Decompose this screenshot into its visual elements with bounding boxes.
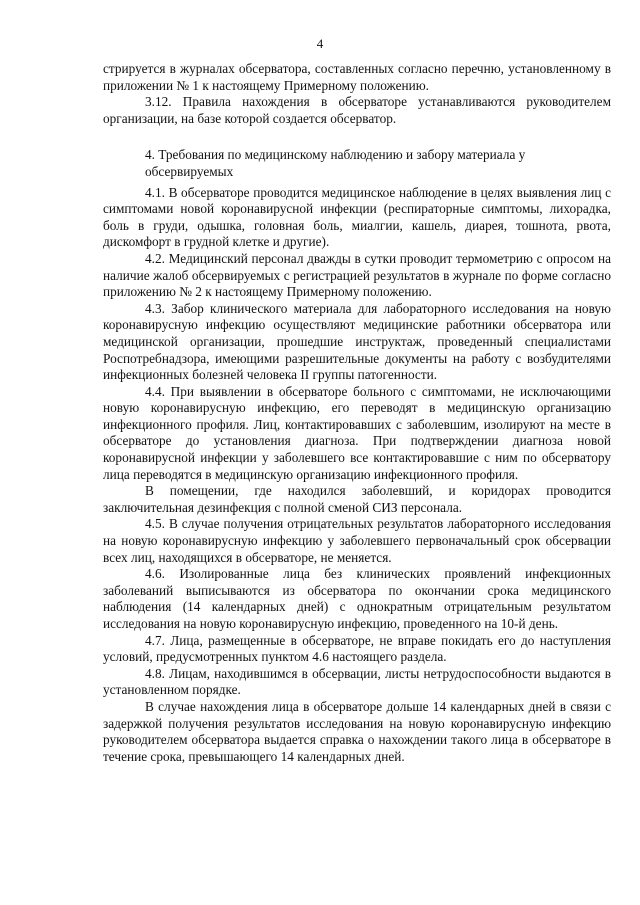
document-body: [103, 61, 611, 765]
paragraph-3-12: 3.12. Правила нахождения в обсерваторе устанавливаются руководителем организации, на базе которой создается обсерватор.: [103, 94, 611, 126]
paragraph-4-6: 4.6. Изолированные лица без клинических проявлений инфекционных заболеваний выписываются из обсерватора по окончании срока медицинского наблюдения (14 календарных дней) с однократным отрицательным результатом исследования на новую коронавирусную инфекцию, проведенного на 10-й день.: [103, 566, 611, 631]
paragraph-4-8: 4.8. Лицам, находившимся в обсервации, листы нетрудоспособности выдаются в установленном порядке.: [103, 665, 611, 698]
paragraph-4-8-certificate: В случае нахождения лица в обсерваторе дольше 14 календарных дней в связи с задержкой получения результатов исследования на новую коронавирусную инфекцию руководителем обсерватора выдается справка о нахождении такого лица в обсерваторе в течение срока, превышающего 14 календарных дней.: [103, 698, 611, 764]
paragraph-4-2: 4.2. Медицинский персонал дважды в сутки проводит термометрию с опросом на наличие жалоб обсервируемых с регистрацией результатов в журнале по форме согласно приложению № 2 к настоящему Примерному положению.: [103, 250, 611, 300]
paragraph-4-5: 4.5. В случае получения отрицательных результатов лабораторного исследования на новую коронавирусную инфекцию у заболевшего первоначальный срок обсервации всех лиц, находящихся в обсерваторе, не меняется.: [103, 516, 611, 565]
paragraph-4-4: 4.4. При выявлении в обсерваторе больного с симптомами, не исключающими новую коронавирусную инфекцию, его переводят в медицинскую организацию инфекционного профиля. Лиц, контактировавших с заболевшим, изолируют на месте в обсерваторе до установления диагноза. При подтверждении диагноза новой коронавирусной инфекции у заболевшего все контактировавшие с ним по обсерватору лица переводятся в медицинскую организацию инфекционного профиля.: [103, 383, 611, 482]
paragraph-continuation: стрируется в журналах обсерватора, составленных согласно перечню, установленному в приложении № 1 к настоящему Примерному положению.: [103, 61, 611, 93]
page-number: 4: [316, 36, 324, 51]
section-heading-4: 4. Требования по медицинскому наблюдению и забору материала у обсервируемых: [145, 147, 526, 179]
paragraph-4-4-disinfection: В помещении, где находился заболевший, и коридорах проводится заключительная дезинфекция с полной сменой СИЗ персонала.: [103, 483, 611, 515]
paragraph-4-1: 4.1. В обсерваторе проводится медицинское наблюдение в целях выявления лиц с симптомами новой коронавирусной инфекции (респираторные симптомы, лихорадка, боль в груди, одышка, головная боль, миалгии, кашель, диарея, тошнота, рвота, дискомфорт в грудной клетке и другие).: [103, 184, 611, 250]
paragraph-4-3: 4.3. Забор клинического материала для лабораторного исследования на новую коронавирусную инфекцию осуществляют медицинские работники обсерватора или медицинской организации, прошедшие инструктаж, проведенный специалистами Роспотребнадзора, имеющими разрешительные документы на работу с возбудителями инфекционных болезней человека II группы патогенности.: [103, 300, 611, 383]
paragraph-4-7: 4.7. Лица, размещенные в обсерваторе, не вправе покидать его до наступления условий, предусмотренных пунктом 4.6 настоящего раздела.: [103, 632, 611, 665]
